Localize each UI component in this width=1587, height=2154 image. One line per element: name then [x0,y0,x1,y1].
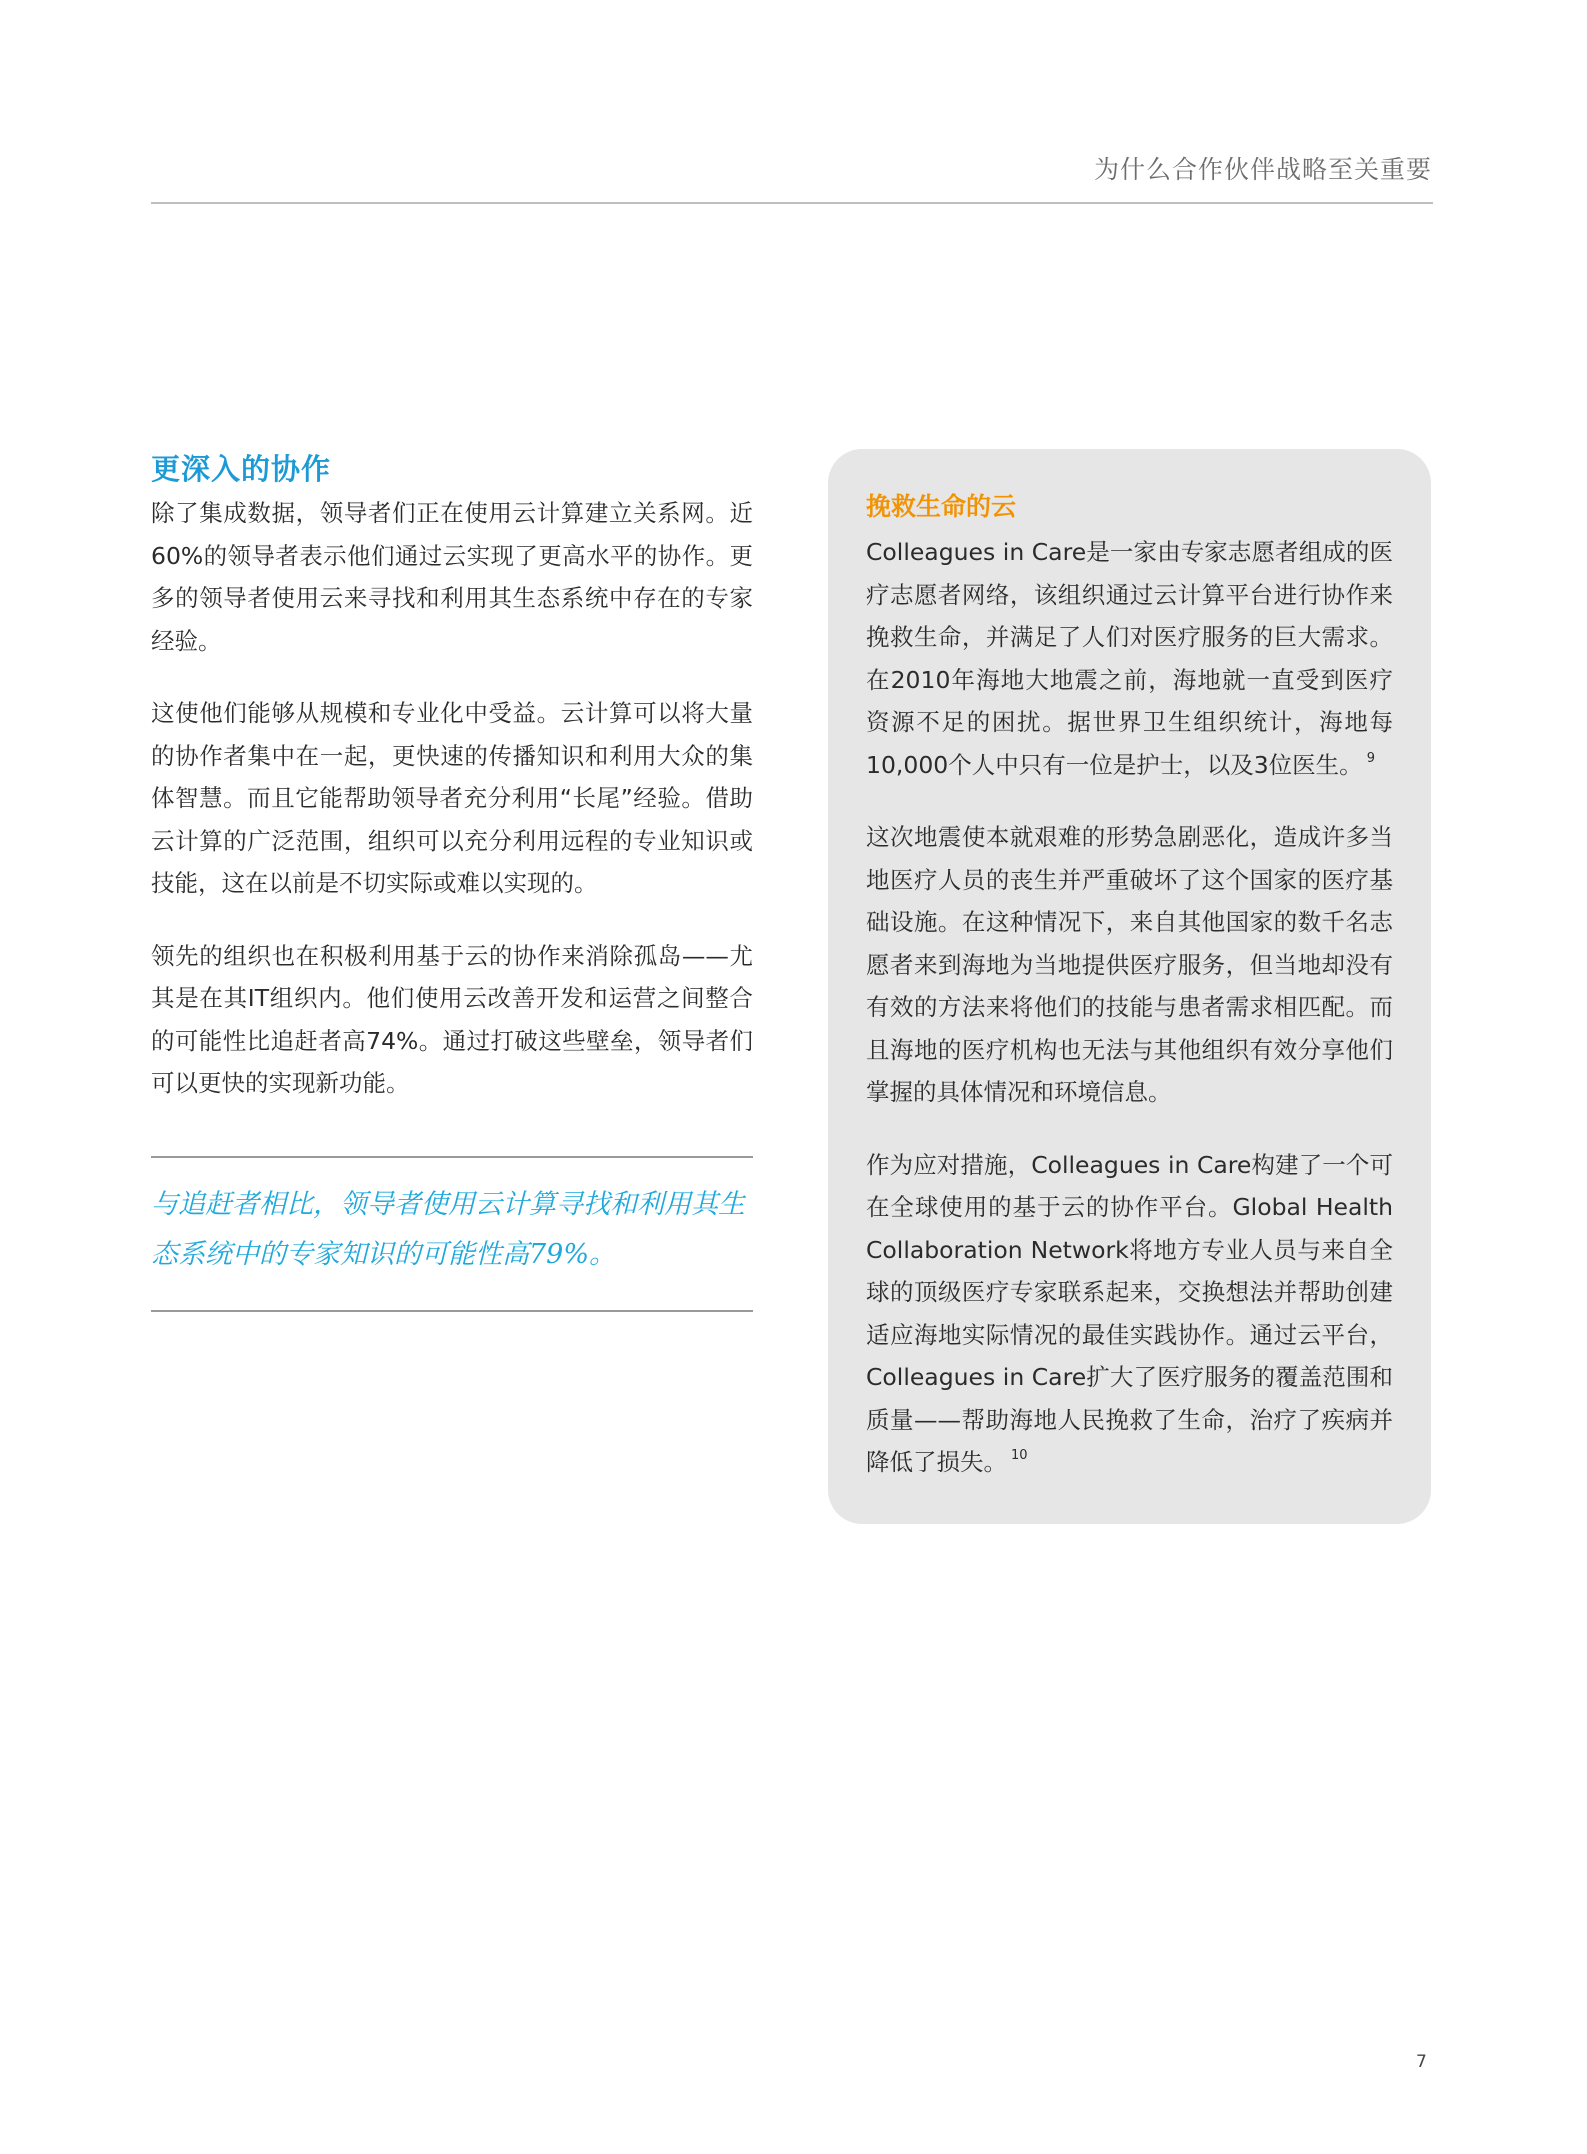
pull-quote: 与追赶者相比，领导者使用云计算寻找和利用其生态系统中的专家知识的可能性高79%。 [151,1189,745,1270]
main-column [151,447,753,1135]
sidebar-heading: 挽救生命的云 [866,492,1017,521]
footnote-ref: 10 [1011,1448,1028,1463]
sidebar-paragraph [866,531,1393,786]
body-paragraph: 领先的组织也在积极利用基于云的协作来消除孤岛——尤其是在其IT组织内。他们使用云改善开发和运营之间整合的可能性比追赶者高74%。通过打破这些壁垒，领导者们可以更快的实现新功能。 [151,941,753,1097]
sidebar-paragraph-text: 这次地震使本就艰难的形势急剧恶化，造成许多当地医疗人员的丧生并严重破坏了这个国家的医疗基础设施。在这种情况下，来自其他国家的数千名志愿者来到海地为当地提供医疗服务，但当地却没有有效的方法来将他们的技能与患者需求相匹配。而且海地的医疗机构也无法与其他组织有效分享他们掌握的具体情况和环境信息。 [866,823,1393,1106]
section-heading: 更深入的协作 [151,452,332,486]
running-header-title: 为什么合作伙伴战略至关重要 [1093,155,1432,184]
sidebar-paragraph [866,1144,1393,1484]
footnote-ref: 9 [1366,750,1375,766]
body-paragraph: 这使他们能够从规模和专业化中受益。云计算可以将大量的协作者集中在一起，更快速的传播知识和利用大众的集体智慧。而且它能帮助领导者充分利用“长尾”经验。借助云计算的广泛范围，组织可以充分利用远程的专业知识或技能，这在以前是不切实际或难以实现的。 [151,699,753,897]
case-study-sidebar [828,449,1431,1524]
page-number: 7 [1416,2052,1427,2072]
body-paragraph: 除了集成数据，领导者们正在使用云计算建立关系网。近60%的领导者表示他们通过云实现了更高水平的协作。更多的领导者使用云来寻找和利用其生态系统中存在的专家经验。 [151,499,753,655]
sidebar-paragraph-text: Colleagues in Care是一家由专家志愿者组成的医疗志愿者网络，该组织通过云计算平台进行协作来挽救生命，并满足了人们对医疗服务的巨大需求。在2010年海地大地震之前，海地就一直受到医疗资源不足的困扰。据世界卫生组织统计，海地每10,000个人中只有一位是护士，以及3位医生。 [866,538,1393,779]
sidebar-paragraph [866,816,1393,1114]
header-divider [151,202,1433,204]
sidebar-paragraph-text: 作为应对措施，Colleagues in Care构建了一个可在全球使用的基于云的协作平台。Global Health Collaboration Network将地方专业人员与来自全球的顶级医疗专家联系起来，交换想法并帮助创建适应海地实际情况的最佳实践协作。通过云平台，Colleagues in Care扩大了医疗服务的覆盖范围和质量——帮助海地人民挽救了生命，治疗了疾病并降低了损失。 [866,1150,1393,1476]
pull-quote-box [151,1156,753,1312]
